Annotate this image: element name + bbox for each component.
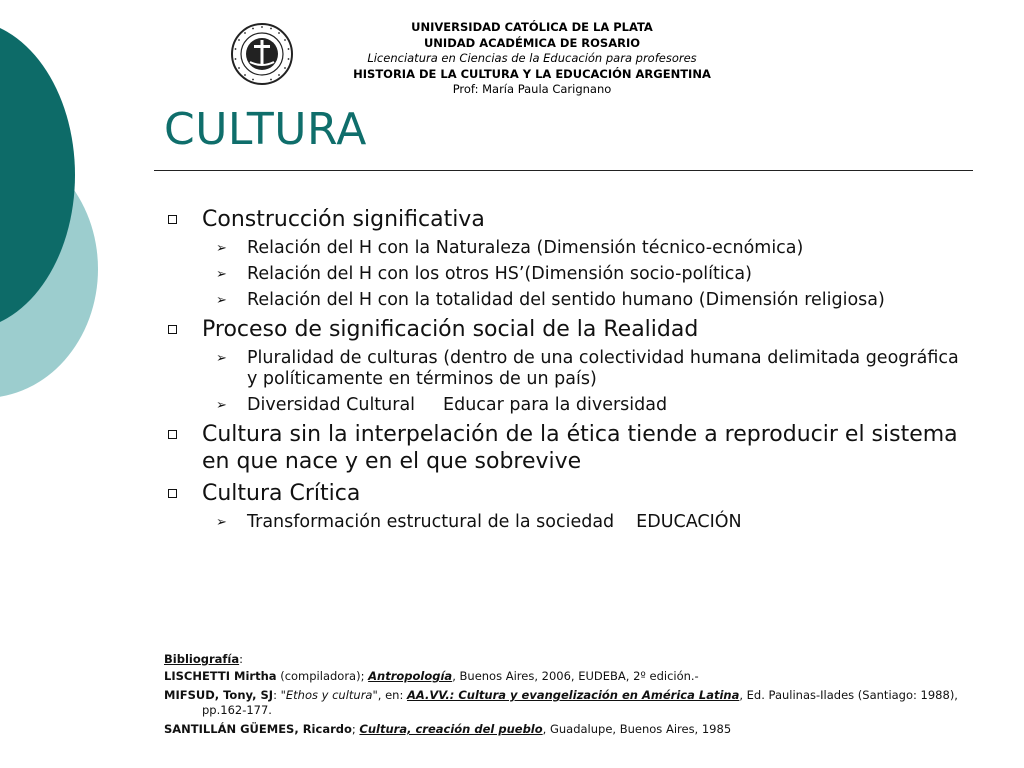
header-professor: Prof: María Paula Carignano <box>452 82 612 96</box>
bullet-item <box>164 421 964 475</box>
bullet-text: Construcción significativa <box>202 207 485 232</box>
bullet-item <box>164 206 964 233</box>
sub-bullet-text: Relación del H con los otros HS’(Dimensión socio-política) <box>247 264 752 284</box>
arrow-bullet-icon: ➢ <box>216 267 227 282</box>
sub-bullet-text: Relación del H con la Naturaleza (Dimensión técnico-ecnómica) <box>247 238 804 258</box>
square-bullet-icon <box>168 489 177 498</box>
slide-title: CULTURA <box>164 104 367 155</box>
sub-bullet-text: Pluralidad de culturas (dentro de una colectividad humana delimitada geográfica y políticamente en términos de un país) <box>247 348 959 389</box>
arrow-bullet-icon: ➢ <box>216 241 227 256</box>
sub-bullet-extra: EDUCACIÓN <box>636 512 742 532</box>
bullet-text: Cultura Crítica <box>202 481 361 506</box>
arrow-bullet-icon: ➢ <box>216 515 227 530</box>
header-unit: UNIDAD ACADÉMICA DE ROSARIO <box>423 35 641 50</box>
bibliography-entry: LISCHETTI Mirtha (compiladora); Antropología, Buenos Aires, 2006, EUDEBA, 2º edición.- <box>164 669 699 683</box>
title-divider <box>154 170 973 171</box>
bibliography-entry: SANTILLÁN GÜEMES, Ricardo; Cultura, creación del pueblo, Guadalupe, Buenos Aires, 1985 <box>164 722 732 736</box>
bibliography-heading: Bibliografía: <box>164 652 243 666</box>
university-seal-icon <box>230 22 294 86</box>
sub-bullet-item <box>164 395 964 416</box>
arrow-bullet-icon: ➢ <box>216 351 227 366</box>
bibliography <box>164 650 974 741</box>
sub-bullet-item <box>164 238 964 259</box>
sub-bullet-item <box>164 512 964 533</box>
bullet-text: Cultura sin la interpelación de la ética tiende a reproducir el sistema en que nace y en el que sobrevive <box>202 422 958 474</box>
bullet-text: Proceso de significación social de la Realidad <box>202 317 699 342</box>
header-program: Licenciatura en Ciencias de la Educación para profesores <box>367 51 697 65</box>
square-bullet-icon <box>168 325 177 334</box>
square-bullet-icon <box>168 215 177 224</box>
square-bullet-icon <box>168 430 177 439</box>
header-course: HISTORIA DE LA CULTURA Y LA EDUCACIÓN ARGENTINA <box>353 66 711 81</box>
arrow-bullet-icon: ➢ <box>216 398 227 413</box>
sub-bullet-text: Relación del H con la totalidad del sentido humano (Dimensión religiosa) <box>247 290 885 310</box>
bibliography-entry: MIFSUD, Tony, SJ: "Ethos y cultura", en: AA.VV.: Cultura y evangelización en América Latina, Ed. Paulinas-Ilades (Santiago: 1988), pp.162-177. <box>164 688 958 717</box>
sub-bullet-item <box>164 348 964 390</box>
sub-bullet-item <box>164 290 964 311</box>
slide-header <box>300 20 764 98</box>
header-university: UNIVERSIDAD CATÓLICA DE LA PLATA <box>411 20 653 34</box>
sub-bullet-text: Transformación estructural de la sociedad <box>247 512 615 532</box>
sub-bullet-item <box>164 264 964 285</box>
sub-bullet-extra: Educar para la diversidad <box>443 395 668 415</box>
bullet-item <box>164 316 964 343</box>
arrow-bullet-icon: ➢ <box>216 293 227 308</box>
bullet-item <box>164 480 964 507</box>
bullet-list <box>164 206 964 538</box>
sub-bullet-text: Diversidad Cultural <box>247 395 416 415</box>
